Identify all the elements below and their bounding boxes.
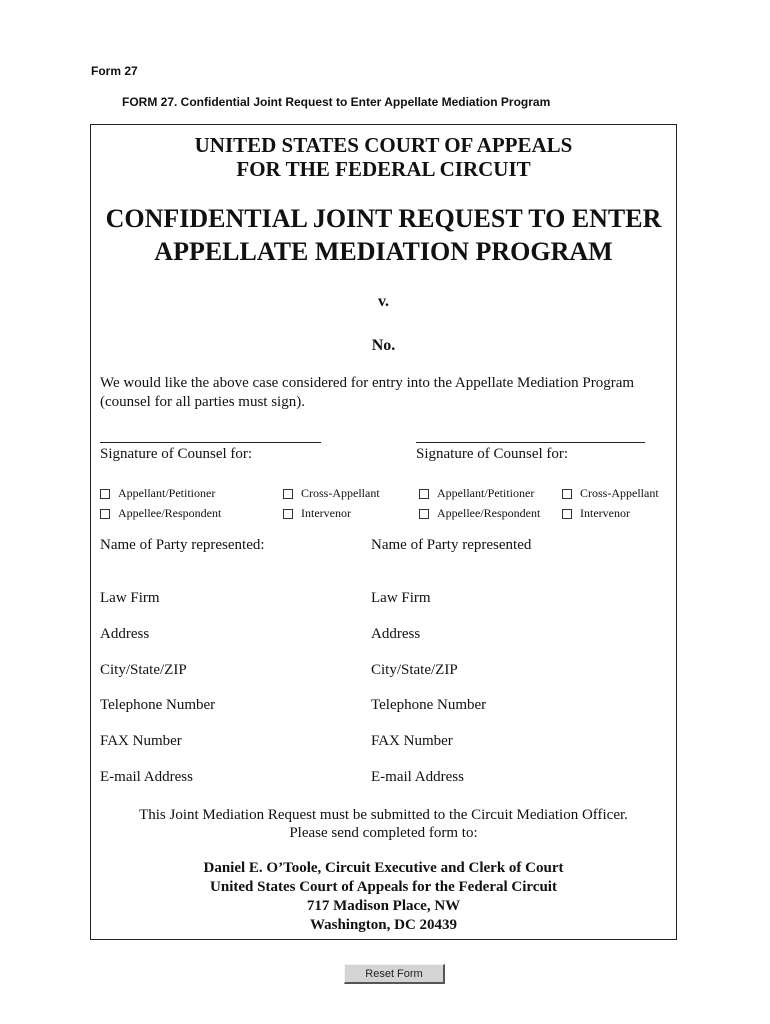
right-party-label: Name of Party represented [371, 537, 532, 553]
left-signature-label: Signature of Counsel for: [100, 446, 253, 462]
checkbox-label: Cross-Appellant [580, 486, 659, 500]
document-heading-line-2: APPELLATE MEDIATION PROGRAM [154, 237, 613, 266]
checkbox-box[interactable] [283, 489, 293, 499]
left-address-label: Address [100, 626, 150, 642]
checkbox-label: Appellee/Respondent [118, 506, 222, 520]
left-fax-label: FAX Number [100, 733, 182, 749]
left-law-firm-label: Law Firm [100, 590, 160, 606]
reset-form-button[interactable]: Reset Form [344, 964, 445, 984]
right-fax-label: FAX Number [371, 733, 453, 749]
document-heading-line-1: CONFIDENTIAL JOINT REQUEST TO ENTER [105, 204, 662, 233]
submission-note-line-2: Please send completed form to: [289, 825, 478, 841]
right-signature-line[interactable] [416, 442, 645, 443]
right-telephone-label: Telephone Number [371, 697, 487, 713]
intro-line-2: (counsel for all parties must sign). [100, 394, 305, 410]
right-appellee-checkbox[interactable] [419, 506, 540, 521]
checkbox-label: Cross-Appellant [301, 486, 380, 500]
checkbox-label: Appellee/Respondent [437, 506, 541, 520]
mailing-address-line-2: United States Court of Appeals for the Federal Circuit [210, 879, 557, 895]
checkbox-box[interactable] [419, 489, 429, 499]
checkbox-label: Intervenor [580, 506, 630, 520]
submission-note-line-1: This Joint Mediation Request must be submitted to the Circuit Mediation Officer. [139, 807, 628, 823]
left-appellant-checkbox[interactable] [100, 486, 215, 501]
checkbox-box[interactable] [100, 489, 110, 499]
checkbox-box[interactable] [283, 509, 293, 519]
left-city-state-zip-label: City/State/ZIP [100, 662, 187, 678]
checkbox-box[interactable] [562, 509, 572, 519]
court-name-line-1: UNITED STATES COURT OF APPEALS [194, 133, 573, 157]
left-party-label: Name of Party represented: [100, 537, 265, 553]
checkbox-label: Appellant/Petitioner [437, 486, 535, 500]
form-title: FORM 27. Confidential Joint Request to Enter Appellate Mediation Program [122, 95, 551, 109]
left-intervenor-checkbox[interactable] [283, 506, 351, 521]
right-intervenor-checkbox[interactable] [562, 506, 630, 521]
right-signature-label: Signature of Counsel for: [416, 446, 569, 462]
case-number-label: No. [371, 337, 396, 354]
right-address-label: Address [371, 626, 421, 642]
form-number-label: Form 27 [91, 64, 138, 78]
checkbox-box[interactable] [562, 489, 572, 499]
left-email-label: E-mail Address [100, 769, 193, 785]
left-telephone-label: Telephone Number [100, 697, 216, 713]
intro-line-1: We would like the above case considered for entry into the Appellate Mediation Program [100, 375, 635, 391]
checkbox-box[interactable] [100, 509, 110, 519]
right-city-state-zip-label: City/State/ZIP [371, 662, 458, 678]
form-frame [90, 124, 677, 940]
checkbox-box[interactable] [419, 509, 429, 519]
right-law-firm-label: Law Firm [371, 590, 431, 606]
mailing-address-line-1: Daniel E. O’Toole, Circuit Executive and Clerk of Court [203, 860, 564, 876]
right-appellant-checkbox[interactable] [419, 486, 534, 501]
mailing-address-line-3: 717 Madison Place, NW [306, 898, 461, 914]
mailing-address-line-4: Washington, DC 20439 [309, 917, 458, 933]
left-signature-line[interactable] [100, 442, 321, 443]
right-email-label: E-mail Address [371, 769, 464, 785]
left-cross-appellant-checkbox[interactable] [283, 486, 380, 501]
checkbox-label: Appellant/Petitioner [118, 486, 216, 500]
versus-label: v. [377, 293, 390, 310]
court-name-line-2: FOR THE FEDERAL CIRCUIT [236, 157, 531, 181]
checkbox-label: Intervenor [301, 506, 351, 520]
right-cross-appellant-checkbox[interactable] [562, 486, 659, 501]
left-appellee-checkbox[interactable] [100, 506, 221, 521]
